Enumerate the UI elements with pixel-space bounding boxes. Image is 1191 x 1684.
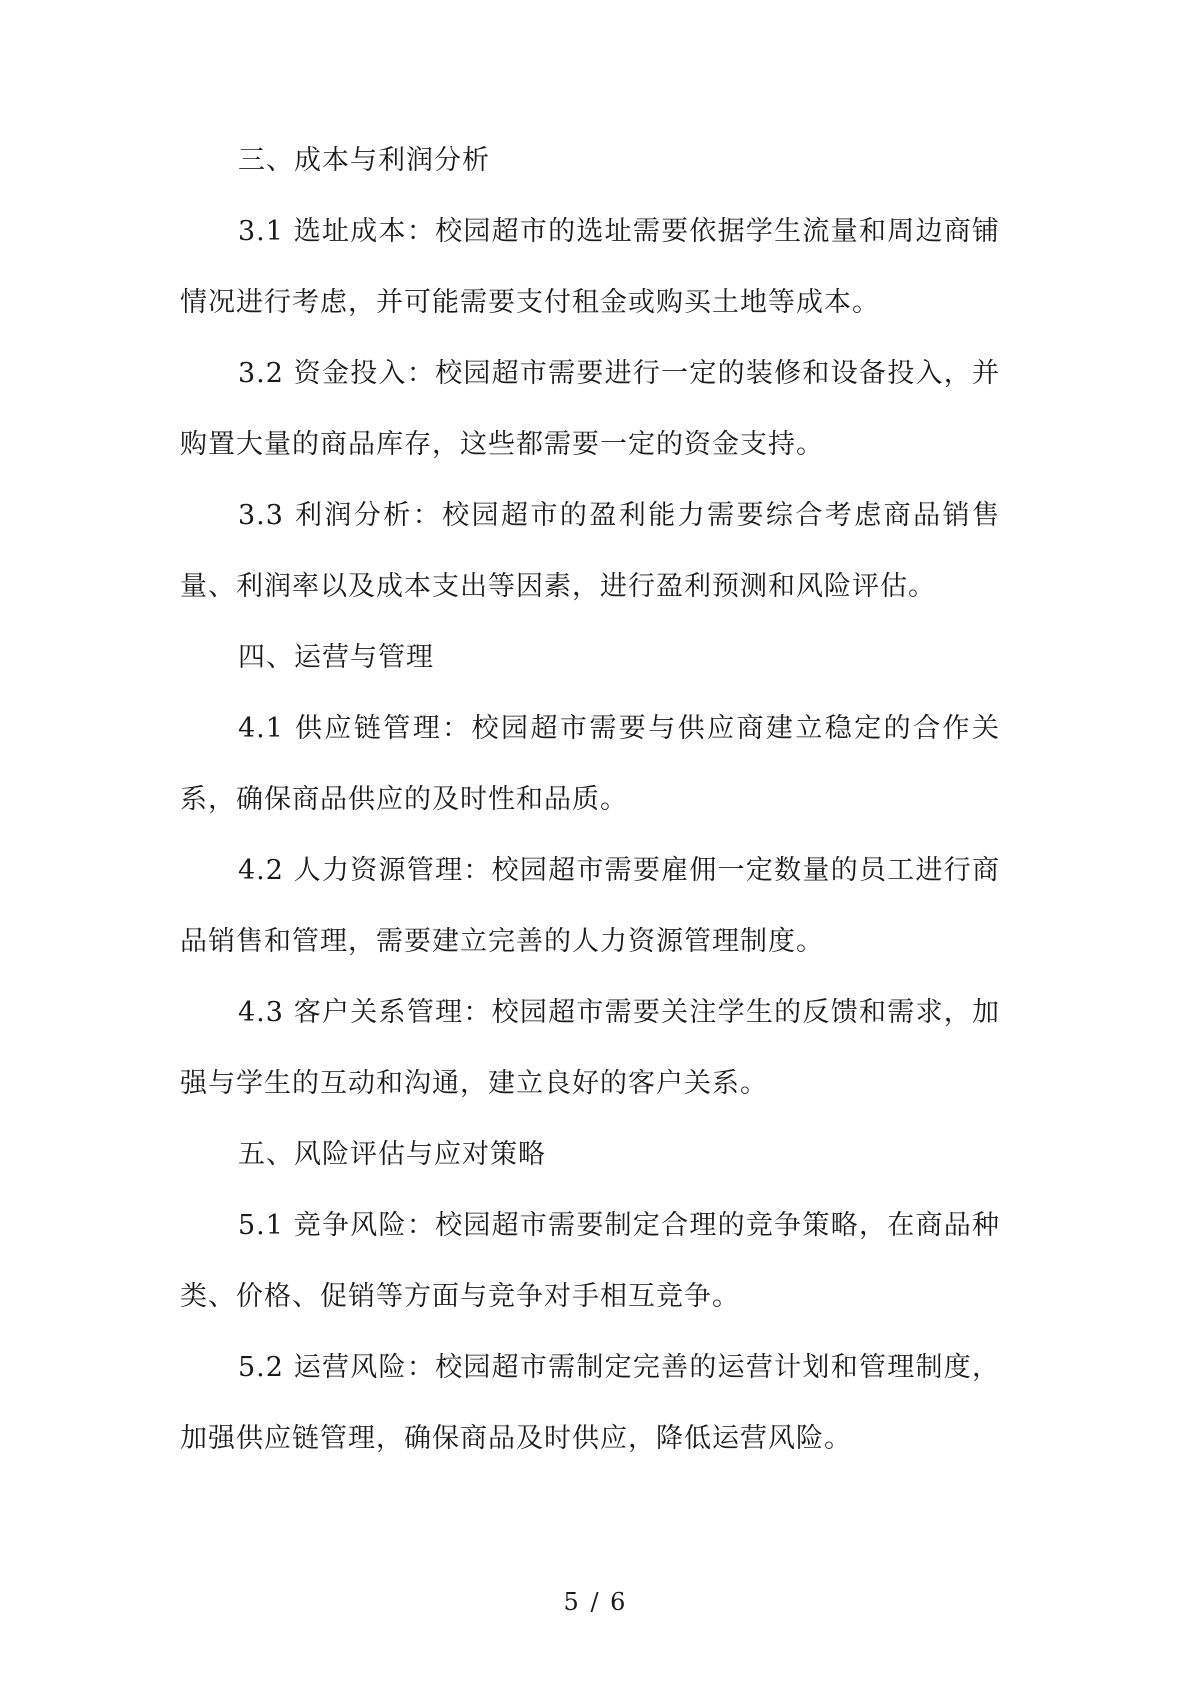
document-body [180,125,1000,1474]
page-number: 5 / 6 [563,1588,628,1616]
paragraph: 5.1 竞争风险：校园超市需要制定合理的竞争策略，在商品种类、价格、促销等方面与竞争对手相互竞争。 [180,1210,1000,1312]
section-heading: 五、风险评估与应对策略 [238,1139,546,1170]
section-heading: 三、成本与利润分析 [238,145,490,176]
section-heading: 四、运营与管理 [238,642,434,673]
paragraph: 3.1 选址成本：校园超市的选址需要依据学生流量和周边商铺情况进行考虑，并可能需要支付租金或购买土地等成本。 [180,216,1000,318]
paragraph: 5.2 运营风险：校园超市需制定完善的运营计划和管理制度，加强供应链管理，确保商品及时供应，降低运营风险。 [180,1352,1000,1454]
paragraph: 3.2 资金投入：校园超市需要进行一定的装修和设备投入，并购置大量的商品库存，这些都需要一定的资金支持。 [180,358,1000,460]
paragraph: 4.2 人力资源管理：校园超市需要雇佣一定数量的员工进行商品销售和管理，需要建立完善的人力资源管理制度。 [180,855,1000,957]
paragraph: 4.1 供应链管理：校园超市需要与供应商建立稳定的合作关系，确保商品供应的及时性和品质。 [180,713,1000,815]
paragraph: 4.3 客户关系管理：校园超市需要关注学生的反馈和需求，加强与学生的互动和沟通，建立良好的客户关系。 [180,997,1000,1099]
paragraph: 3.3 利润分析：校园超市的盈利能力需要综合考虑商品销售量、利润率以及成本支出等因素，进行盈利预测和风险评估。 [180,500,1000,602]
